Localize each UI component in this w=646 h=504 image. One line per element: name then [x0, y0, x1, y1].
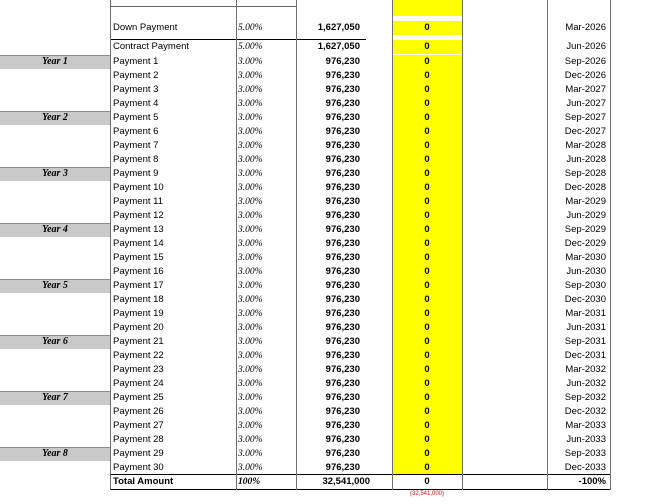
payment-percent: 3.00%: [238, 197, 263, 207]
payment-label: Payment 3: [113, 84, 159, 95]
table-row: [0, 223, 646, 237]
payment-label: Payment 30: [113, 462, 164, 473]
payment-date: Dec-2031: [564, 350, 606, 361]
table-row: [0, 40, 646, 54]
table-row: [0, 265, 646, 279]
payment-percent: 3.00%: [238, 141, 263, 151]
payment-amount: 976,230: [325, 224, 360, 235]
payment-percent: 3.00%: [238, 281, 263, 291]
year-label: Year 2: [42, 112, 68, 123]
payment-label: Payment 28: [113, 434, 164, 445]
payment-label: Payment 20: [113, 322, 164, 333]
payment-date: Dec-2029: [564, 238, 606, 249]
payment-percent: 3.00%: [238, 295, 263, 305]
payment-date: Mar-2026: [565, 22, 606, 33]
payment-percent: 3.00%: [238, 421, 263, 431]
payment-amount: 976,230: [325, 378, 360, 389]
payment-label: Payment 29: [113, 448, 164, 459]
paid-value-cell: 0: [392, 223, 462, 237]
payment-label: Payment 4: [113, 98, 159, 109]
payment-label: Payment 8: [113, 154, 159, 165]
table-row: [0, 181, 646, 195]
year-label: Year 6: [42, 336, 68, 347]
column-border: [547, 0, 548, 490]
payment-label: Payment 16: [113, 266, 164, 277]
payment-percent: 3.00%: [238, 407, 263, 417]
paid-value-cell: 0: [392, 335, 462, 349]
payment-percent: 3.00%: [238, 267, 263, 277]
payment-percent: 3.00%: [238, 113, 263, 123]
paid-value-cell: 0: [392, 139, 462, 153]
total-bottom-border: [110, 489, 610, 490]
paid-value-cell: 0: [392, 69, 462, 83]
table-row: [0, 447, 646, 461]
payment-date: Jun-2033: [566, 434, 606, 445]
payment-label: Payment 13: [113, 224, 164, 235]
highlight-column-top: [392, 0, 462, 16]
payment-label: Payment 5: [113, 112, 159, 123]
payment-amount: 976,230: [325, 238, 360, 249]
column-border: [296, 0, 297, 490]
table-row: [0, 69, 646, 83]
payment-date: Sep-2029: [564, 224, 606, 235]
payment-percent: 3.00%: [238, 155, 263, 165]
payment-percent: 3.00%: [238, 253, 263, 263]
table-row: [0, 363, 646, 377]
paid-value-cell: 0: [392, 321, 462, 335]
year-label: Year 3: [42, 168, 68, 179]
payment-date: Mar-2033: [565, 420, 606, 431]
payment-amount: 976,230: [325, 462, 360, 473]
payment-percent: 3.00%: [238, 85, 263, 95]
table-row: [0, 111, 646, 125]
payment-amount: 976,230: [325, 154, 360, 165]
payment-amount: 976,230: [325, 280, 360, 291]
payment-amount: 976,230: [325, 70, 360, 81]
payment-percent: 3.00%: [238, 323, 263, 333]
payment-label: Payment 26: [113, 406, 164, 417]
paid-value-cell: 0: [392, 419, 462, 433]
table-row: [0, 391, 646, 405]
year-label: Year 5: [42, 280, 68, 291]
payment-date: Dec-2030: [564, 294, 606, 305]
table-row: [0, 279, 646, 293]
payment-label: Payment 18: [113, 294, 164, 305]
payment-date: Jun-2032: [566, 378, 606, 389]
payment-amount: 976,230: [325, 406, 360, 417]
table-row: [0, 321, 646, 335]
payment-percent: 3.00%: [238, 449, 263, 459]
payment-amount: 976,230: [325, 84, 360, 95]
payment-amount: 976,230: [325, 112, 360, 123]
payment-percent: 3.00%: [238, 57, 263, 67]
payment-label: Down Payment: [113, 22, 178, 33]
total-value-cell: 0: [424, 476, 430, 487]
table-row: [0, 55, 646, 69]
total-label: Total Amount: [113, 476, 174, 487]
payment-amount: 976,230: [325, 266, 360, 277]
payment-date: Mar-2031: [565, 308, 606, 319]
column-border: [610, 0, 611, 490]
payment-percent: 3.00%: [238, 71, 263, 81]
paid-value-cell: 0: [392, 377, 462, 391]
payment-label: Payment 10: [113, 182, 164, 193]
paid-value-cell: 0: [392, 111, 462, 125]
payment-date: Mar-2028: [565, 140, 606, 151]
payment-percent: 3.00%: [238, 99, 263, 109]
payment-date: Sep-2031: [564, 336, 606, 347]
payment-percent: 3.00%: [238, 309, 263, 319]
payment-amount: 976,230: [325, 420, 360, 431]
payment-percent: 5.00%: [238, 42, 263, 52]
payment-percent: 3.00%: [238, 225, 263, 235]
payment-label: Payment 27: [113, 420, 164, 431]
year-label: Year 4: [42, 224, 68, 235]
table-row: [0, 139, 646, 153]
table-row: [0, 293, 646, 307]
payment-date: Jun-2026: [566, 41, 606, 52]
payment-percent: 3.00%: [238, 169, 263, 179]
payment-date: Dec-2027: [564, 126, 606, 137]
paid-value-cell: 0: [392, 293, 462, 307]
payment-date: Mar-2032: [565, 364, 606, 375]
payment-label: Payment 11: [113, 196, 163, 207]
table-row: [0, 349, 646, 363]
paid-value-cell: 0: [392, 363, 462, 377]
table-row: [0, 83, 646, 97]
table-row: [0, 97, 646, 111]
payment-date: Sep-2028: [564, 168, 606, 179]
table-row: [0, 195, 646, 209]
payment-label: Payment 22: [113, 350, 164, 361]
payment-date: Jun-2027: [566, 98, 606, 109]
paid-value-cell: 0: [392, 279, 462, 293]
payment-date: Sep-2033: [564, 448, 606, 459]
payment-amount: 976,230: [325, 182, 360, 193]
payment-date: Sep-2032: [564, 392, 606, 403]
paid-value-cell: 0: [392, 405, 462, 419]
table-row: [0, 251, 646, 265]
payment-percent: 3.00%: [238, 239, 263, 249]
year-label: Year 7: [42, 392, 68, 403]
payment-date: Jun-2028: [566, 154, 606, 165]
total-amount: 32,541,000: [322, 476, 370, 487]
paid-value-cell: 0: [392, 83, 462, 97]
payment-amount: 976,230: [325, 98, 360, 109]
payment-date: Dec-2026: [564, 70, 606, 81]
table-row: [0, 335, 646, 349]
payment-amount: 976,230: [325, 252, 360, 263]
table-row: [0, 307, 646, 321]
payment-percent: 3.00%: [238, 435, 263, 445]
year-label: Year 8: [42, 448, 68, 459]
payment-date: Jun-2031: [566, 322, 606, 333]
payment-date: Sep-2026: [564, 56, 606, 67]
table-row: [0, 153, 646, 167]
paid-value-cell: 0: [392, 349, 462, 363]
payment-amount: 976,230: [325, 308, 360, 319]
payment-label: Payment 15: [113, 252, 164, 263]
paid-value-cell: 0: [392, 447, 462, 461]
paid-value-cell: 0: [392, 21, 462, 35]
total-difference-note: (32,541,000): [409, 491, 445, 497]
payment-label: Payment 7: [113, 140, 159, 151]
payment-percent: 3.00%: [238, 183, 263, 193]
payment-date: Mar-2029: [565, 196, 606, 207]
payment-percent: 3.00%: [238, 211, 263, 221]
payment-date: Jun-2030: [566, 266, 606, 277]
payment-label: Payment 12: [113, 210, 164, 221]
payment-amount: 976,230: [325, 392, 360, 403]
payment-amount: 1,627,050: [317, 41, 360, 52]
paid-value-cell: 0: [392, 153, 462, 167]
payment-label: Payment 17: [113, 280, 164, 291]
paid-value-cell: 0: [392, 265, 462, 279]
payment-percent: 3.00%: [238, 379, 263, 389]
payment-label: Payment 19: [113, 308, 164, 319]
table-row: [0, 433, 646, 447]
payment-amount: 976,230: [325, 56, 360, 67]
payment-percent: 3.00%: [238, 365, 263, 375]
table-row: [0, 419, 646, 433]
payment-label: Payment 1: [113, 56, 159, 67]
column-border: [236, 0, 237, 490]
table-row: [0, 167, 646, 181]
payment-amount: 976,230: [325, 448, 360, 459]
payment-amount: 976,230: [325, 196, 360, 207]
payment-date: Sep-2030: [564, 280, 606, 291]
table-row: [0, 209, 646, 223]
payment-amount: 976,230: [325, 322, 360, 333]
paid-value-cell: 0: [392, 167, 462, 181]
payment-amount: 976,230: [325, 434, 360, 445]
top-cropped-border: [110, 0, 296, 7]
table-row: [0, 237, 646, 251]
payment-label: Payment 21: [113, 336, 164, 347]
paid-value-cell: 0: [392, 251, 462, 265]
table-row: [0, 405, 646, 419]
paid-value-cell: 0: [392, 125, 462, 139]
payment-percent: 3.00%: [238, 393, 263, 403]
year-label: Year 1: [42, 56, 68, 67]
payment-date: Jun-2029: [566, 210, 606, 221]
payment-percent: 3.00%: [238, 351, 263, 361]
payment-label: Payment 24: [113, 378, 164, 389]
payment-percent: 3.00%: [238, 127, 263, 137]
payment-percent: 3.00%: [238, 463, 263, 473]
paid-value-cell: 0: [392, 97, 462, 111]
payment-label: Payment 2: [113, 70, 159, 81]
payment-date: Dec-2033: [564, 462, 606, 473]
payment-amount: 976,230: [325, 350, 360, 361]
column-border: [462, 0, 463, 490]
payment-percent: 3.00%: [238, 337, 263, 347]
payment-label: Payment 14: [113, 238, 164, 249]
row-separator: [110, 39, 366, 40]
paid-value-cell: 0: [392, 181, 462, 195]
paid-value-cell: 0: [392, 237, 462, 251]
paid-value-cell: 0: [392, 40, 462, 54]
payment-label: Payment 9: [113, 168, 159, 179]
payment-date: Mar-2027: [565, 84, 606, 95]
payment-label: Payment 25: [113, 392, 164, 403]
payment-amount: 976,230: [325, 168, 360, 179]
payment-amount: 976,230: [325, 210, 360, 221]
payment-date: Sep-2027: [564, 112, 606, 123]
table-row: [0, 461, 646, 475]
payment-label: Payment 23: [113, 364, 164, 375]
payment-amount: 976,230: [325, 126, 360, 137]
payment-date: Dec-2032: [564, 406, 606, 417]
table-row: [0, 125, 646, 139]
payment-amount: 976,230: [325, 336, 360, 347]
table-row: [0, 377, 646, 391]
payment-date: Dec-2028: [564, 182, 606, 193]
paid-value-cell: 0: [392, 307, 462, 321]
paid-value-cell: 0: [392, 209, 462, 223]
payment-amount: 1,627,050: [317, 22, 360, 33]
column-border: [110, 0, 111, 490]
column-border: [392, 0, 393, 490]
total-row: [0, 475, 646, 489]
paid-value-cell: 0: [392, 55, 462, 69]
payment-percent: 5.00%: [238, 23, 263, 33]
payment-amount: 976,230: [325, 364, 360, 375]
payment-amount: 976,230: [325, 140, 360, 151]
payment-date: Mar-2030: [565, 252, 606, 263]
payment-amount: 976,230: [325, 294, 360, 305]
total-top-border: [110, 474, 610, 475]
paid-value-cell: 0: [392, 461, 462, 475]
payment-label: Contract Payment: [113, 41, 190, 52]
table-row: [0, 21, 646, 35]
total-percent: 100%: [238, 477, 261, 487]
paid-value-cell: 0: [392, 195, 462, 209]
total-date-percent: -100%: [578, 476, 606, 487]
paid-value-cell: 0: [392, 391, 462, 405]
payment-label: Payment 6: [113, 126, 159, 137]
paid-value-cell: 0: [392, 433, 462, 447]
